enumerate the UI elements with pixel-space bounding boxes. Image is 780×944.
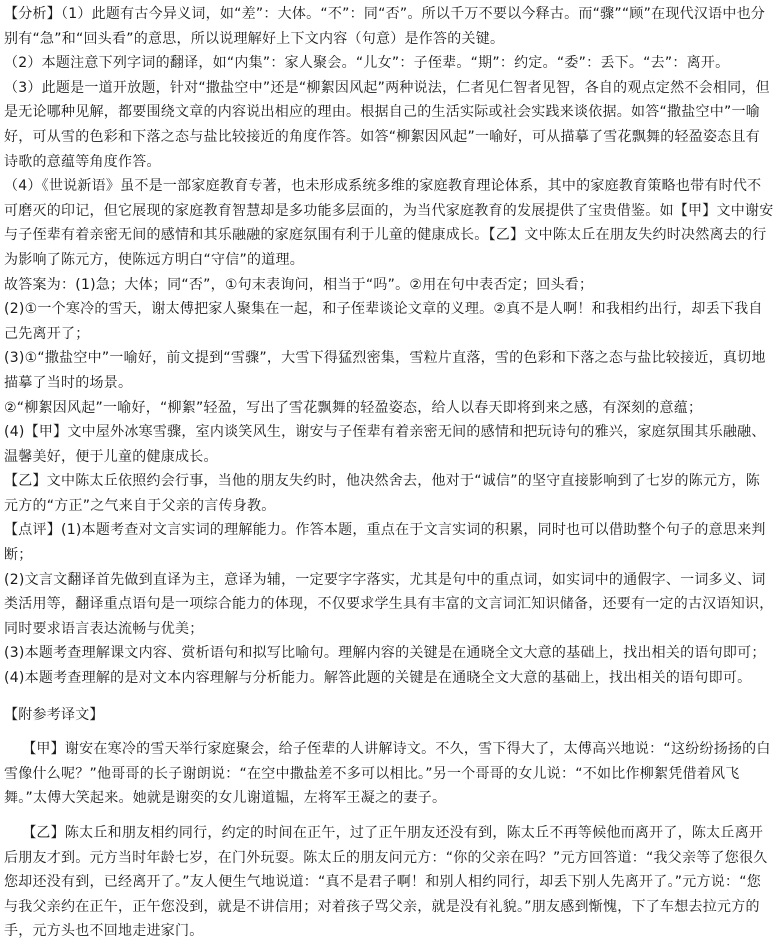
translation-yi: 【乙】陈太丘和朋友相约同行，约定的时间在正午，过了正午朋友还没有到，陈太丘不再等候他而离开了，陈太丘离开后朋友才到。元方当时年龄七岁，在门外玩耍。陈太丘的朋友问元方：“你的父亲在吗？”元方回答道：“我父亲等了您很久您却还没有到，已经离开了。”友人便生气地说道：“真不是君子啊！和别人相约同行，却丢下别人先离开了。”元方说：“您与我父亲约在正午，正午您没到，就是不讲信用；对着孩子骂父亲，就是没有礼貌。”朋友感到惭愧，下了车想去拉元方的手，元方头也不回地走进家门。 [4,825,768,940]
translation-heading: 【附参考译文】 [4,706,104,723]
comment-section [4,518,774,690]
answer-line-2: (2)①一个寒冷的雪天，谢太傅把家人聚集在一起，和子侄辈谈论文章的义理。②真不是人啊！和我相约出行，却丢下我自己先离开了； [4,301,763,342]
answer-line-6: 【乙】文中陈太丘依照约会行事，当他的朋友失约时，他决然舍去，他对于“诚信”的坚守直接影响到了七岁的陈元方，陈元方的“方正”之气来自于父亲的言传身教。 [4,473,761,514]
analysis-paragraph-1: 【分析】（1）此题有古今异义词，如“差”：大体。“不”：同“否”。所以千万不要以今释古。而“骤”“顾”在现代汉语中也分别有“急”和“回头看”的意思，所以说理解好上下文内容（句意）是作答的关键。 [4,6,766,47]
translation-jia: 【甲】谢安在寒冷的雪天举行家庭聚会，给子侄辈的人讲解诗文。不久，雪下得大了，太傅高兴地说：“这纷纷扬扬的白雪像什么呢？”他哥哥的长子谢朗说：“在空中撒盐差不多可以相比。”另一个哥哥的女儿说：“不如比作柳絮凭借着风飞舞。”太傅大笑起来。她就是谢奕的女儿谢道韫，左将军王凝之的妻子。 [4,741,771,807]
answer-line-3: (3)①“撒盐空中”一喻好，前文提到“雪骤”，大雪下得猛烈密集，雪粒片直落，雪的色彩和下落之态与盐比较接近，真切地描摹了当时的场景。 [4,350,766,391]
analysis-paragraph-2: （2）本题注意下列字词的翻译，如“内集”：家人聚会。“儿女”：子侄辈。“期”：约定。“委”：丢下。“去”：离开。 [4,55,730,72]
answer-section [4,273,774,519]
comment-line-1: 【点评】(1)本题考查对文言实词的理解能力。作答本题，重点在于文言实词的积累，同时也可以借助整个句子的意思来判断； [4,522,766,564]
answer-line-1: 故答案为：(1)急；大体；同“否”，①句末表询问，相当于“吗”。②用在句中表否定；回头看； [4,276,594,293]
answer-line-5: (4)【甲】文中屋外冰寒雪骤，室内谈笑风生，谢安与子侄辈有着亲密无间的感情和把玩诗句的雅兴，家庭氛围其乐融融、温馨美好，便于儿童的健康成长。 [4,424,766,465]
translation-section [4,703,774,944]
comment-line-2: (2)文言文翻译首先做到直译为主，意译为辅，一定要字字落实，尤其是句中的重点词，如实词中的通假字、一词多义、词类活用等，翻译重点语句是一项综合能力的体现，不仅要求学生具有丰富的文言词汇知识储备，还要有一定的古汉语知识，同时要求语言表达流畅与优美； [4,571,774,637]
analysis-paragraph-4: （4）《世说新语》虽不是一部家庭教育专著，也未形成系统多维的家庭教育理论体系，其中的家庭教育策略也带有时代不可磨灭的印记，但它展现的家庭教育智慧却是多功能多层面的，为当代家庭教育的发展提供了宝贵借鉴。如【甲】文中谢安与子侄辈有着亲密无间的感情和其乐融融的家庭氛围有利于儿童的健康成长。【乙】文中陈太丘在朋友失约时决然离去的行为影响了陈元方，使陈远方明白“守信”的道理。 [4,178,774,268]
answer-line-4: ②“柳絮因风起”一喻好，“柳絮”轻盈，写出了雪花飘舞的轻盈姿态，给人以春天即将到来之感，有深刻的意蕴； [4,399,703,416]
comment-line-4: (4)本题考查理解的是对文本内容理解与分析能力。解答此题的关键是在通晓全文大意的基础上，找出相关的语句即可。 [4,670,752,687]
analysis-section [4,2,774,273]
analysis-paragraph-3: （3）此题是一道开放题，针对“撒盐空中”还是“柳絮因风起”两种说法，仁者见仁智者见智，各自的观点定然不会相同，但是无论哪种见解，都要围绕文章的内容说出相应的理由。根据自己的生活实际或社会实践来谈依据。如答“撒盐空中”一喻好，可从雪的色彩和下落之态与盐比较接近的角度作答。如答“柳絮因风起”一喻好，可从描摹了雪花飘舞的轻盈姿态且有诗歌的意蕴等角度作答。 [4,79,770,170]
comment-line-3: (3)本题考查理解课文内容、赏析语句和拟写比喻句。理解内容的关键是在通晓全文大意的基础上，找出相关的语句即可； [4,645,766,662]
